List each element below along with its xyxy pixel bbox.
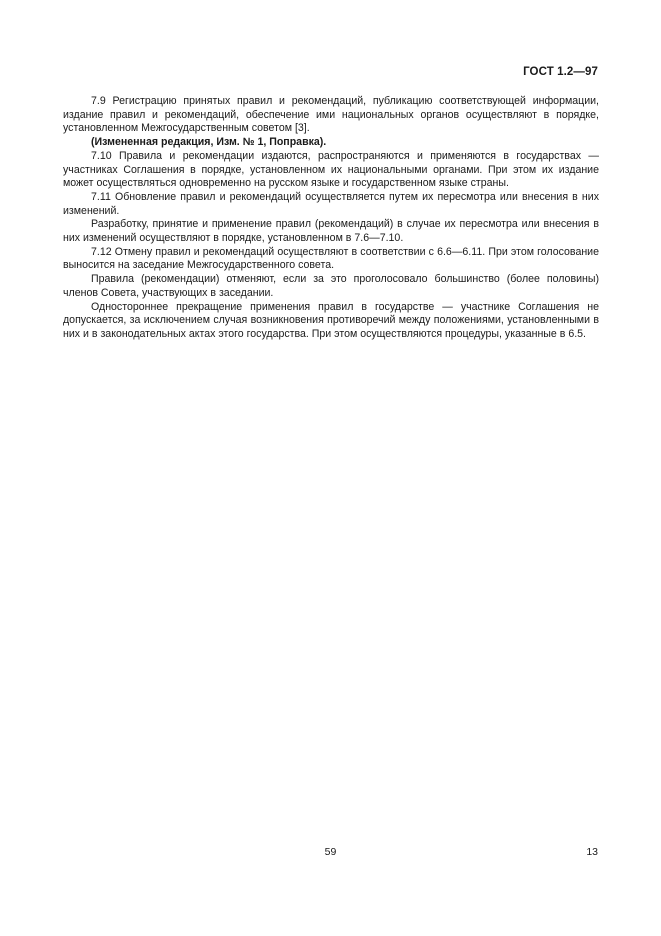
- document-body: [63, 95, 599, 342]
- paragraph-7-9: 7.9 Регистрацию принятых правил и рекомендаций, публикацию соответствующей информации, издание правил и рекомендаций, обеспечение ими национальных органов осуществляют в порядке, установленном Межгосударственным советом [3].: [63, 95, 599, 135]
- document-code-header: ГОСТ 1.2—97: [523, 66, 598, 78]
- page-number-center: 59: [324, 846, 337, 858]
- paragraph-7-11: 7.11 Обновление правил и рекомендаций осуществляется путем их пересмотра или внесения в них изменений.: [63, 190, 599, 217]
- paragraph-unilateral-termination: Одностороннее прекращение применения правил в государстве — участнике Соглашения не допускается, за исключением случая возникновения противоречий между положениями, установленными в них и в законодательных актах этого государства. При этом осуществляются процедуры, указанные в 6.5.: [63, 300, 599, 340]
- paragraph-7-10: 7.10 Правила и рекомендации издаются, распространяются и применяются в государствах — участниках Соглашения в порядке, установленном их национальными органами. При этом их издание может осуществляться одновременно на русском языке и государственном языке страны.: [63, 149, 599, 190]
- paragraph-revision-procedure: Разработку, принятие и применение правил (рекомендаций) в случае их пересмотра или внесения в них изменений осуществляют в порядке, установленном в 7.6—7.10.: [63, 218, 599, 245]
- revision-note: (Измененная редакция, Изм. № 1, Поправка).: [91, 136, 327, 149]
- page-number-right: 13: [586, 846, 598, 858]
- paragraph-7-12: 7.12 Отмену правил и рекомендаций осуществляют в соответствии с 6.6—6.11. При этом голосование выносится на заседание Межгосударственного совета.: [63, 245, 599, 272]
- paragraph-cancellation-vote: Правила (рекомендации) отменяют, если за это проголосовало большинство (более половины) членов Совета, участвующих в заседании.: [63, 273, 599, 299]
